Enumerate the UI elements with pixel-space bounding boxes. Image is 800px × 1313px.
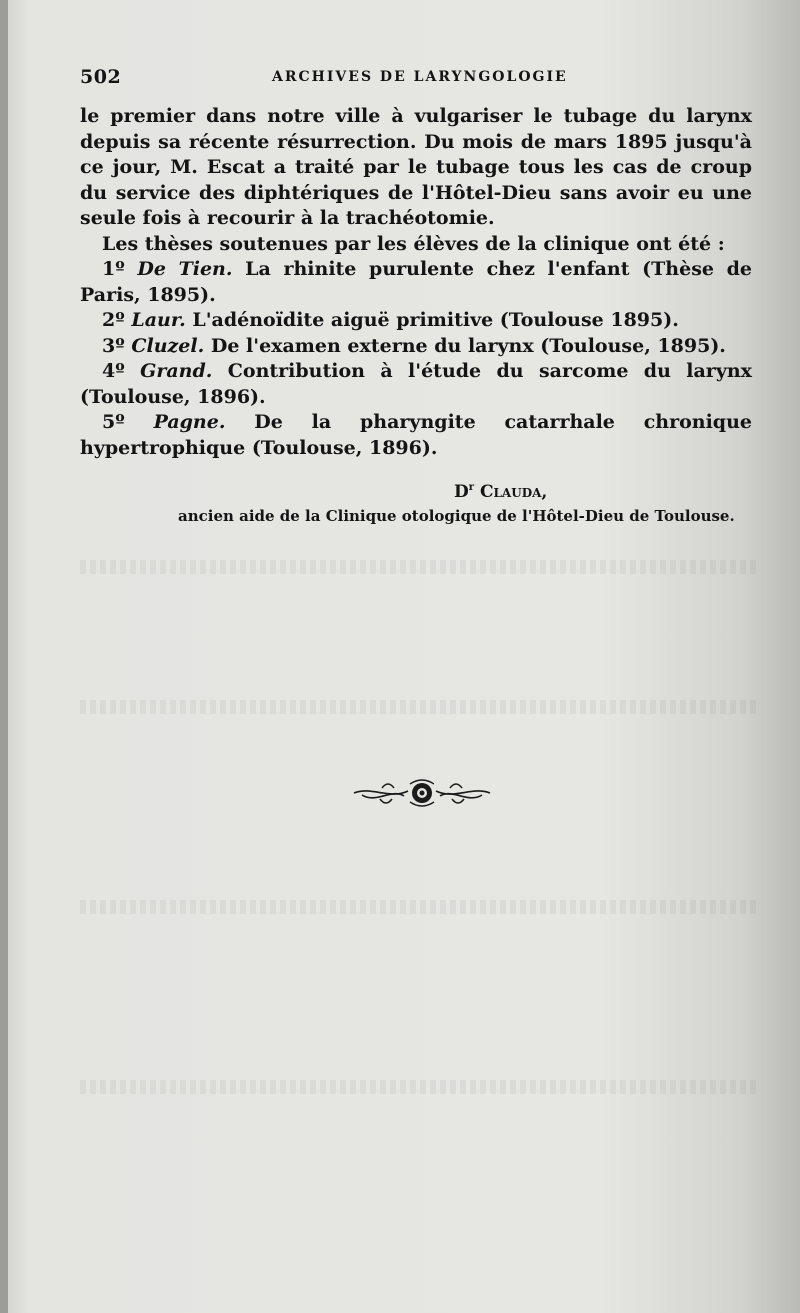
thesis-number: 2º	[102, 309, 125, 331]
thesis-author: De Tien.	[137, 258, 233, 280]
thesis-item	[80, 359, 752, 410]
signature-prefix-sup: r	[468, 482, 475, 493]
thesis-number: 4º	[102, 360, 125, 382]
thesis-title: La rhinite purulente chez l'enfant (Thèse de Paris, 1895).	[80, 258, 752, 306]
thesis-author: Cluzel.	[131, 334, 205, 357]
affiliation: ancien aide de la Clinique otologique de l'Hôtel-Dieu de Toulouse.	[178, 507, 735, 525]
scan-edge	[0, 0, 8, 1313]
signature-prefix: D	[454, 482, 469, 502]
signature	[454, 482, 547, 502]
paragraph-intro: le premier dans notre ville à vulgariser le tubage du larynx depuis sa récente résurrection. Du mois de mars 1895 jusqu'à ce jour, M. Escat a traité par le tubage tous les cas de croup du service des diphtériques de l'Hôtel-Dieu sans avoir eu une seule fois à recourir à la trachéotomie.	[80, 105, 752, 229]
thesis-number: 3º	[102, 334, 125, 357]
thesis-author: Grand.	[140, 360, 213, 382]
thesis-title: Contribution à l'étude du sarcome du larynx (Toulouse, 1896).	[80, 360, 753, 408]
thesis-author: Pagne.	[153, 411, 226, 433]
main-text	[80, 104, 752, 461]
running-head: ARCHIVES DE LARYNGOLOGIE	[272, 69, 568, 85]
bleed-through	[80, 1080, 760, 1094]
thesis-item	[80, 334, 752, 360]
thesis-title: De l'examen externe du larynx (Toulouse, 1895).	[210, 334, 726, 357]
bleed-through	[80, 700, 760, 714]
signature-name: Clauda,	[479, 482, 548, 502]
thesis-item	[80, 257, 752, 308]
thesis-item	[80, 410, 752, 461]
thesis-number: 1º	[102, 258, 125, 280]
thesis-item	[80, 308, 752, 334]
thesis-title: De la pharyngite catarrhale chronique hypertrophique (Toulouse, 1896).	[80, 411, 752, 459]
thesis-author: Laur.	[131, 309, 186, 331]
thesis-title: L'adénoïdite aiguë primitive (Toulouse 1895).	[192, 309, 679, 331]
paragraph-theses-intro: Les thèses soutenues par les élèves de la clinique ont été :	[102, 232, 725, 255]
page-number: 502	[80, 66, 122, 88]
bleed-through	[80, 560, 760, 574]
page-header	[80, 66, 750, 92]
ornament-icon	[352, 776, 492, 810]
bleed-through	[80, 900, 760, 914]
thesis-number: 5º	[102, 411, 125, 433]
